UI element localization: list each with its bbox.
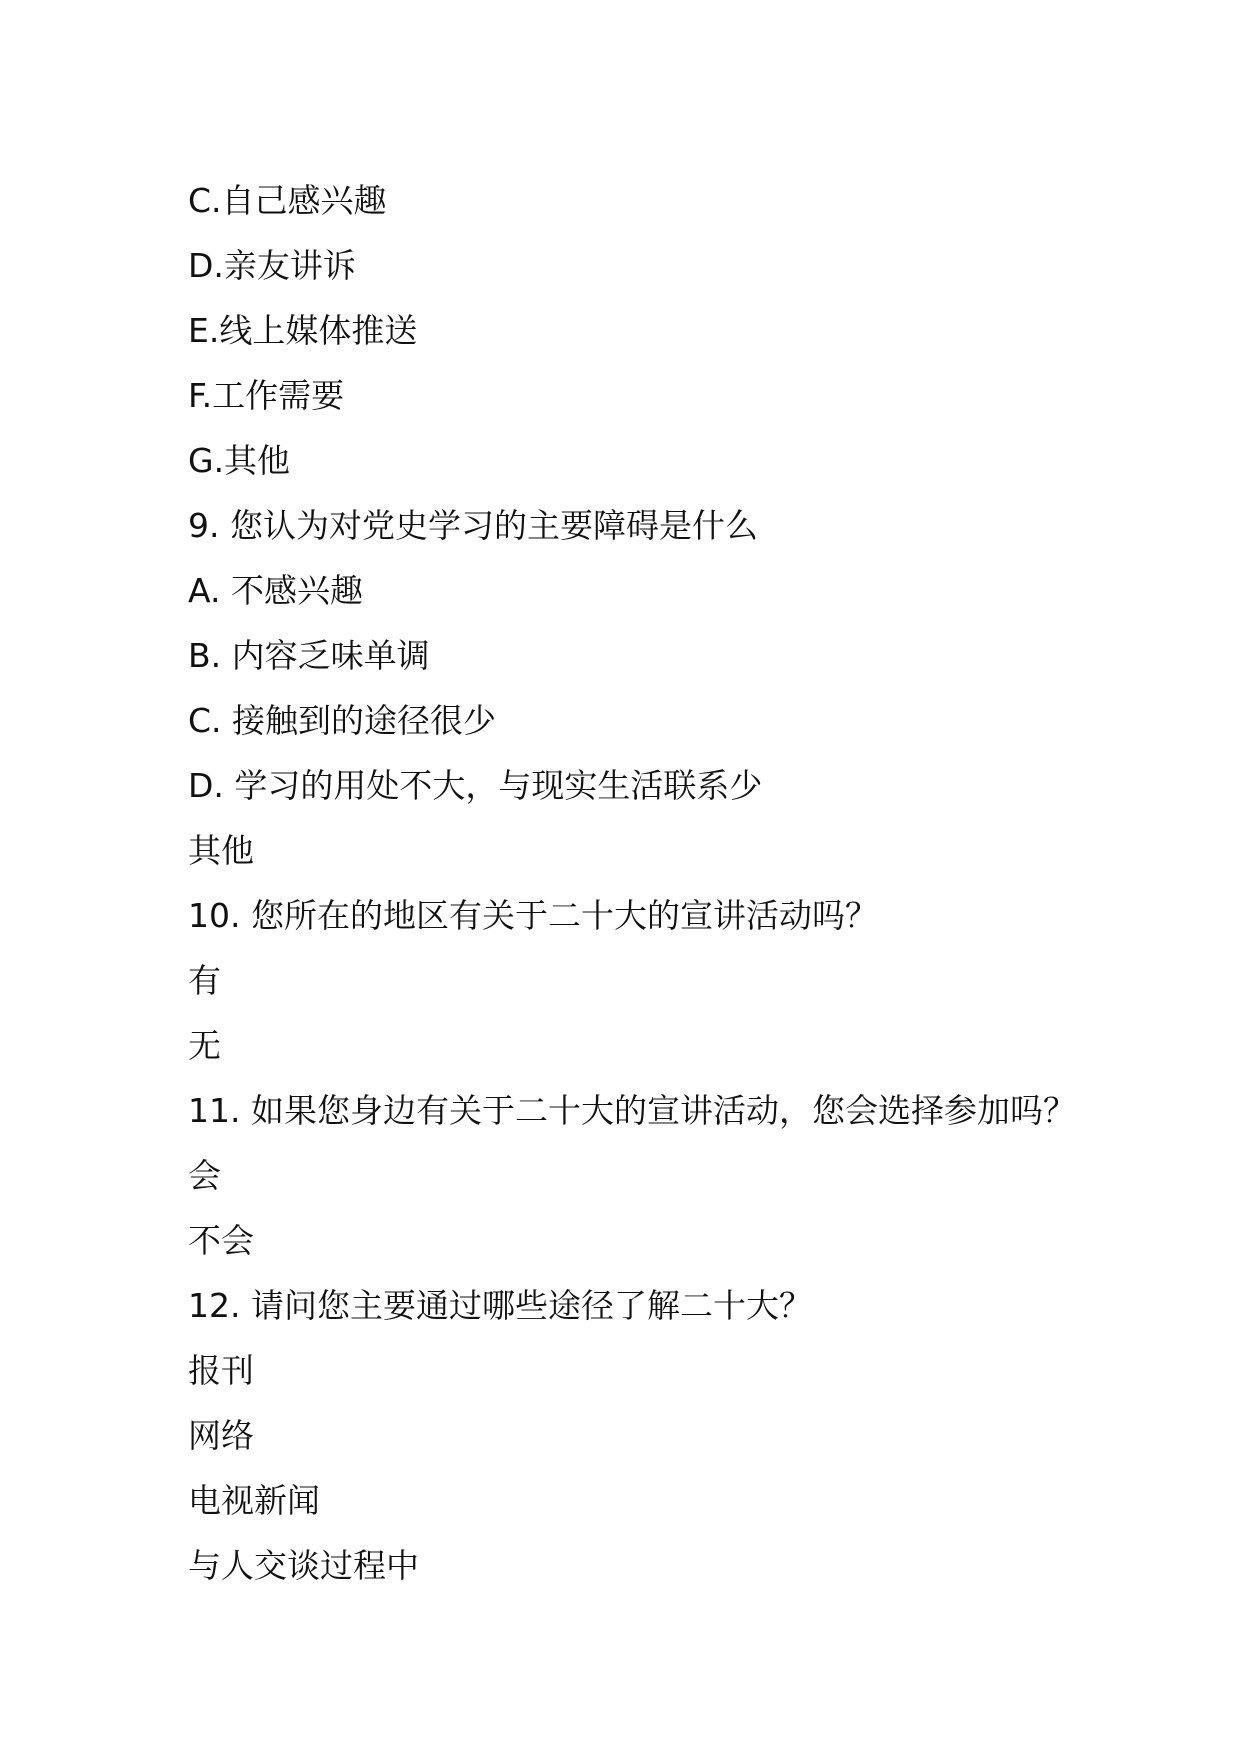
option-c-self-interest: C.自己感兴趣 xyxy=(188,181,387,220)
q10-option-no: 无 xyxy=(188,1026,221,1065)
option-f-work-needs: F.工作需要 xyxy=(188,376,345,415)
q11-option-will-not: 不会 xyxy=(188,1221,254,1260)
q9-option-b: B. 内容乏味单调 xyxy=(188,636,430,675)
q11-option-will: 会 xyxy=(188,1156,221,1195)
question-10: 10. 您所在的地区有关于二十大的宣讲活动吗？ xyxy=(188,896,878,935)
q9-option-other: 其他 xyxy=(188,831,254,870)
q12-option-internet: 网络 xyxy=(188,1416,254,1455)
option-d-friends-family: D.亲友讲诉 xyxy=(188,246,356,285)
question-9: 9. 您认为对党史学习的主要障碍是什么 xyxy=(188,506,758,545)
option-e-online-media: E.线上媒体推送 xyxy=(188,311,418,350)
q9-option-c: C. 接触到的途径很少 xyxy=(188,701,497,740)
document-body xyxy=(188,168,1128,1598)
q12-option-tv-news: 电视新闻 xyxy=(188,1481,320,1520)
question-12: 12. 请问您主要通过哪些途径了解二十大？ xyxy=(188,1286,812,1325)
question-11: 11. 如果您身边有关于二十大的宣讲活动，您会选择参加吗？ xyxy=(188,1091,1076,1130)
q9-option-a: A. 不感兴趣 xyxy=(188,571,363,610)
q9-option-d: D. 学习的用处不大，与现实生活联系少 xyxy=(188,766,763,805)
q12-option-newspapers: 报刊 xyxy=(188,1351,254,1390)
option-g-other: G.其他 xyxy=(188,441,291,480)
q10-option-yes: 有 xyxy=(188,961,221,1000)
q12-option-conversation: 与人交谈过程中 xyxy=(188,1546,419,1585)
